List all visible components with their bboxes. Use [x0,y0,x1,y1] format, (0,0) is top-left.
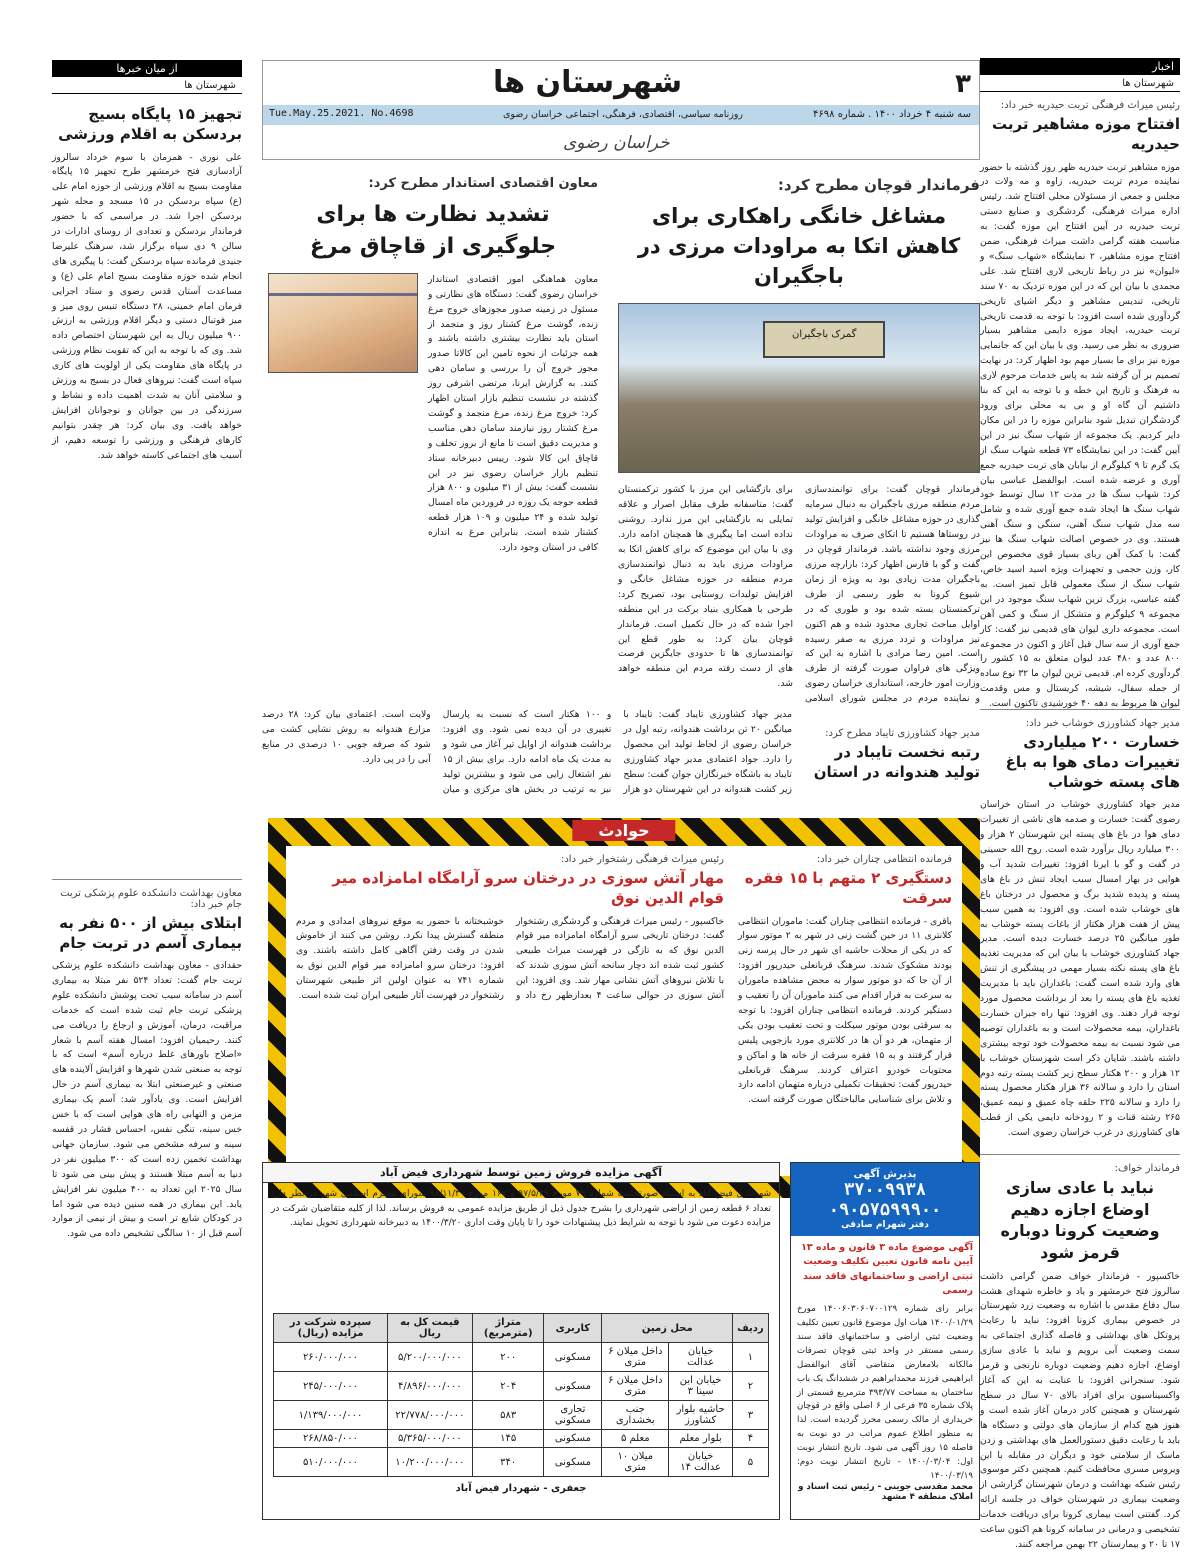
table-cell: ۵/۳۶۵/۰۰۰/۰۰۰ [387,1430,472,1448]
article-body: معاون هماهنگی امور اقتصادی استاندار خراسان رضوی گفت: دستگاه های نظارتی و مسئول در زمینه صدور مجوزهای خروج مرغ زنده، گوشت مرغ کشتار روز و منجمد از استان باید نظارت بیشتری داشته باشند و همه جزئیات از نحوه تامین این کالاتا صدور مجوز خروج آن را بررسی و سامان دهی کنند. به گزارش ایرنا، مرتضی اشرفی روز گذشته در نشست تنظیم بازار استان اظهار کرد: خروج مرغ زنده، مرغ منجمد و گوشت مرغ کشتار روز نیازمند سامان دهی مناسب و مدیریت دقیق است تا مانع از بروز تخلف و قاچاق این کالا شود. رییس دبیرخانه ستاد تنظیم بازار خراسان رضوی نیز در این نشست گفت: بیش از ۳۱ میلیون و ۸۰۰ هزار قطعه جوجه یک روزه در فروردین ماه امسال تولید شده و ۲۴ میلیون و ۱۰۹ هزار قطعه کشتار شده است. بنابراین مرغ به اندازه کافی در استان وجود دارد. [428,273,599,554]
section-tag: اخبار [980,58,1180,75]
article-content [268,273,598,733]
notice-body: برابر رای شماره ۱۴۰۰۶۰۳۰۶۰۷۰۰۱۲۹ مورخ ۱۴۰۰/۰۱/۲۹ هیات اول موضوع قانون تعیین تکلیف وضعیت ثبتی اراضی و ساختمانهای فاقد سند رسمی مستقر در واحد ثبتی قوچان تصرفات مالکانه بلامعارض متقاضی آقای ابوالفضل ابراهیمی فرزند محمدابراهیم در ششدانگ یک باب ساختمان به مساحت ۳۹۳/۷۷ مترمربع قسمتی از پلاک شماره ۳۵ فرعی از ۶ اصلی واقع در قوچان خریداری از مالک رسمی محرز گردیده است. لذا به منظور اطلاع عموم مراتب در دو نوبت به فاصله ۱۵ روز آگهی می شود. تاریخ انتشار نوبت اول: ۱۴۰۰/۰۳/۰۴ - تاریخ انتشار نوبت دوم: ۱۴۰۰/۰۳/۱۹ [797,1304,973,1482]
article-khoshab-pistachio [980,718,1180,1147]
table-cell: خیابان عدالت [669,1343,733,1372]
table-cell: میلان ۱۰ متری [602,1448,669,1477]
article-kicker: فرماندار خواف: [1114,1163,1180,1175]
auction-advertisement [262,1162,780,1520]
table-cell: خیابان عدالت ۱۴ [669,1448,733,1477]
notice-signature: محمد مقدسی جوینی - رئیس ثبت اسناد و املاک منطقه ۴ مشهد [798,1482,973,1502]
article-headline[interactable]: تشدید نظارت ها برای جلوگیری از قاچاق مرغ [309,202,557,259]
page-number: ۳ [955,69,971,99]
date-persian: سه شنبه ۴ خرداد ۱۴۰۰ . شماره ۴۶۹۸ [813,109,971,120]
table-cell: ۲۲/۷۷۸/۰۰۰/۰۰۰ [387,1401,472,1430]
table-cell: ۱۰/۲۰۰/۰۰۰/۰۰۰ [387,1448,472,1477]
divider [980,1154,1180,1155]
table-header: قیمت کل به ریال [387,1314,472,1343]
ad-title: آگهی مزایده فروش زمین توسط شهرداری فیض آباد [263,1163,779,1183]
article-header [804,708,980,804]
article-body: مدیر جهاد کشاورزی تایباد گفت: تایباد با میانگین ۲۰ تن برداشت هندوانه، رتبه اول در خراسان رضوی از لحاظ تولید این محصول را دارد. جواد اعتمادی مدیر جهاد کشاورزی تایباد به باشگاه خبرنگاران جوان گفت: سطح زیر کشت هندوانه در این شهرستان دو هزار و ۱۰۰ هکتار است که نسبت به پارسال تغییری در آن دیده نمی شود. وی افزود: برداشت هندوانه از اوایل تیر آغاز می شود و به مدت یک ماه ادامه دارد. برای بیش از ۱۵ نفر اشتغال زایی می شود و بیشترین تولید نیز به ترتیب در بخش های مرکزی و میان ولایت است. اعتمادی بیان کرد: ۲۸ درصد مزارع هندوانه به روش نشایی کشت می شود که صرفه جویی ۱۰ درصدی در منابع آبی را در پی دارد. [262,709,793,795]
article-torbat-museum [980,100,1181,710]
table-cell: ۲۴۵/۰۰۰/۰۰۰ [274,1372,387,1401]
table-header: متراژ (مترمربع) [473,1314,544,1343]
article-kicker: فرماندار قوچان مطرح کرد: [777,176,980,194]
table-cell: معلم ۵ [602,1430,669,1448]
table-cell: جنب بخشداری [602,1401,669,1430]
article-torbatjam-asthma [52,888,242,1520]
table-header: محل زمین [602,1314,733,1343]
article-bardaskan-sports [52,104,242,871]
newspaper-description: روزنامه سیاسی، اقتصادی، فرهنگی، اجتماعی خراسان رضوی [503,109,744,120]
incidents-badge: حوادث [572,820,675,841]
table-cell: ۱ [733,1343,769,1372]
table-row [274,1401,768,1430]
incidents-box [268,818,980,1198]
table-row [274,1448,768,1477]
article-roshtkhar-fire [296,854,724,1168]
table-cell: داخل میلان ۶ متری [602,1372,669,1401]
article-body: حقدادی - معاون بهداشت دانشکده علوم پزشکی تربت جام گفت: تعداد ۵۲۴ نفر مبتلا به بیماری آسم در سامانه سیب تحت پوشش دانشکده علوم پزشکی تربت جام ثبت شده است که خدمات مراقبت، درمان، آموزش و ارجاع را دریافت می کنند. رحیمیان افزود: امسال هفته آسم با شعار «اصلاح باورهای غلط درباره آسم» است که با توجه به صنعتی شدن شهرها و افزایش آلاینده های صنعتی و غیرصنعتی ابتلا به بیماری آسم در حال افزایش است. وی یادآور شد: آسم یک بیماری مزمن و التهابی راه های هوایی است که با خس خس سینه، تنگی نفس، احساس فشار در قفسه سینه و سرفه مشخص می شود. سازمان جهانی بهداشت تخمین زده است که ۳۰۰ میلیون نفر در دنیا به آسم مبتلا هستند و پیش بینی می شود تا سال ۲۰۲۵ این تعداد به ۴۰۰ میلیون نفر افزایش یابد. این بیماری در همه سنین دیده می شود اما در کودکان شایع تر است و بیش از نیمی از موارد آسم قبل از ۱۰ سالگی تشخیص داده می شود. [52,960,242,1240]
newspaper-logo: خراسان رضوی [563,133,670,153]
table-cell: ۲ [733,1372,769,1401]
article-body: خاکسپور - فرماندار خواف ضمن گرامی داشت سالروز فتح خرمشهر و یاد و خاطره شهدای هشت سال دفاع مقدس با اشاره به وضعیت زرد شهرستان در خصوص بیماری کرونا افزود: نباید با رعایت پروتکل های بهداشتی و فاصله گذاری اجتماعی به سمت وضعیت آبی برویم و نباید با عادی سازی اوضاع، اجازه دهیم وضعیت دوباره نارنجی و قرمز شود. سنجرانی افزود: با عنایت به این که آغاز واکسیناسیون برای افراد بالای ۷۰ سال در سطح شهرستان و همچنین کادر درمان آغاز شده است و هنوز هیچ کدام از سازمان های دولتی و دستگاه ها باید با رعایت دقیق دستورالعمل های بهداشتی و زدن ماسک از سلامتی خود و دیگران در مقابله با این ویروس مسری محافظت کنیم. همچنین دکتر موسوی رئیس شبکه بهداشت و درمان شهرستان گزارشی از وضعیت بیماری در شهرستان خواف در جلسه ارائه کرد. گفتنی است بیماری کرونا برای دریافت خدمات تشخیصی و درمانی در سامانه کرونا هم اکنون ساعت ۱۷ تا ۲۰ و بیمارستان ۲۲ بهمن مراجعه کنند. [980,1270,1180,1550]
ad-signature: جعفری - شهردار فیض آباد [455,1483,587,1494]
article-headline[interactable]: خسارت ۲۰۰ میلیاردی تغییرات دمای هوا به باغ های پسته خوشاب [1005,732,1180,791]
section-subtitle: شهرستان ها [980,75,1180,92]
table-row [274,1372,768,1401]
article-body: موزه مشاهیر تربت حیدریه ظهر روز گذشته با حضور نماینده مردم تربت حیدریه، زاوه و مه ولات در مجلس و جمعی از مسئولان محلی افتتاح شد. رئیس اداره میراث فرهنگی، گردشگری و صنایع دستی تربت حیدریه در آیین افتتاح این موزه گفت: به مناسبت هفته گرامی داشت میراث فرهنگی، ضمن افتتاح موزه مشاهیر، ۲ نمایشگاه «شهاب سنگ» و «لیوان» نیز در رباط تاریخی لاری افتتاح شد. علی محمدی با بیان این که در این موزه تزدیک به ۷۰ سند تاریخی، تندیس مشاهیر و دیگر اشیای تاریخی گردآوری شده است افزود: با توجه به قدمت تاریخی تربت حیدریه، ایجاد موزه دایمی مشاهیر بسیار ضروری به نظر می رسید. وی با بیان این که جانمایی موزه نیز برای ما بسیار مهم بود اظهار کرد: در نهایت تصمیم بر آن گرفته شد به پاس خدمات مرحوم لاری به فرهنگ و تاریخ این خطه و با توجه به این که بنا داشتیم آن گاه او و بی به محلی برای ورود گردشگران تبدیل شود بنابراین موزه را در این مکان دایر کردیم. یک مجموعه از شهاب سنگ نیز در این آیین گفت: در این نمایشگاه ۷۳ قطعه شهاب سنگ از یک گرم تا ۹ کیلوگرم از بیابان های تربت حیدریه جمع آوری و عرضه شده است. ابوالفضل عباسی بیان کرد: شهاب سنگ ها در مدت ۱۲ سال توسط خود شهاب سنگ ها ایجاد شده جمع آوری شده و شامل سه مدل شهاب سنگ آهنی، سنگی و سنگ آهنی هستند. وی در خصوص اصالت شهاب سنگ ها نیز گفت: با کمک آهن ربای بسیار قوی مخصوص این کار، وزن حجمی و تجهیزات ویژه اسید اسید خاص، شهاب سنگ از سنگ معمولی قابل تمیز است. به گفته عباسی، بزرگ ترین شهاب سنگ موجود در این مجموعه ۹ کیلوگرم و متشکل از سنگ و کمی آهن است. مجموعه داری لیوان های قدیمی نیز گفت: کار جمع آوری از سه سال قبل آغاز و اکنون در مجموعه ۸۰۰ عدد و ۴۸۰ عدد لیوان متعلق به ۱۵ کشور را گردآوری کرده ام. قدیمی ترین لیوان ما ۳۲ نوع ساده از جمله سفال، شیشه، کریستال و مس وقدمت لیوان ها مربوط به دهه ۴۰ خورشیدی تاکنون است. [980,161,1181,710]
table-header: ردیف [733,1314,769,1343]
article-headline[interactable]: نباید با عادی سازی اوضاع اجازه دهیم وضعیت کرونا دوباره قرمز شود [1000,1178,1160,1263]
table-cell: ۲۶۰/۰۰۰/۰۰۰ [274,1343,387,1372]
article-quchan [618,176,980,751]
table-cell: ۵۸۳ [473,1401,544,1430]
incidents-content [286,846,962,1176]
masthead [262,60,980,160]
right-column [980,58,1180,1560]
article-kicker: رئیس میراث فرهنگی تربت حیدریه خبر داد: [1000,100,1180,111]
article-khaf-corona [980,1163,1180,1559]
article-chicken-smuggling [268,176,598,733]
article-kicker: رئیس میراث فرهنگی رشتخوار خبر داد: [560,854,724,865]
table-row [274,1343,768,1372]
table-cell: ۲۰۴ [473,1372,544,1401]
article-body: مدیر جهاد کشاورزی خوشاب در استان خراسان رضوی گفت: خسارت و صدمه های ناشی از تغییرات دمای هوا در باغ های پسته این شهرستان ۲ هزار و ۳۰۰ میلیارد ریال برآورد شده است. روح الله حسینی در گفت و گو با ایرنا افزود: تغییرات شدید آب و هوایی در بهار امسال سبب ایجاد تنش در باغ های پسته و پدیده شدید برگ و محصول در درختان باغ های خوشاب شده است. وی افزود: به همین سبب پیش از هفت هزار هکتار از باغات پسته خوشاب به طور میانگین ۲۵ درصد خسارت دیده است. مدیر جهاد کشاورزی خوشاب با بیان این که مدیریت تغذیه باغ های پسته نکته بسیار مهمی در پیشگیری از تنش های وارد شده است گفت: باغداران باید با مدیریت تغذیه باغ های پسته را بعد از برداشت محصول مورد توجه قرار دهند. وی افزود: تنها راه جبران خسارت باغداران، بیمه محصولات است و به باغداران توصیه می شود نسبت به بیمه محصولات خود توجه بیشتری داشته باشند. شایان ذکر است شهرستان خوشاب با ۱۲ هزار و ۲۰۰ هکتار سطح زیر کشت پسته رتبه دوم استان را دارد و سالانه ۳۶ هزار هکتار محصول پسته را دارد و سالانه ۲۲۵ حلقه چاه عمیق و نیمه عمیق، ۲۶۵ رشته قنات و ۲ رودخانه دایمی یکی از قطب های کشاورزی در غرب خراسان رضوی است. [980,799,1180,1139]
legal-notice [790,1162,980,1520]
table-cell: مسکونی [544,1343,602,1372]
table-cell: خیابان ابن سینا ۳ [669,1372,733,1401]
left-column [52,60,242,1519]
article-headline[interactable]: ابتلای بیش از ۵۰۰ نفر به بیماری آسم در تربت جام [59,913,242,952]
article-kicker: مدیر جهاد کشاورزی تایباد مطرح کرد: [825,728,980,739]
article-kicker: مدیر جهاد کشاورزی خوشاب خبر داد: [1025,717,1180,729]
ad-phone-box [791,1163,979,1236]
auction-table [273,1313,768,1477]
article-body: خاکسپور - رئیس میراث فرهنگی و گردشگری رشتخوار گفت: درختان تاریخی سرو آرامگاه امامزاده میر قوام الدین نوق که به تازگی در فهرست میراث طبیعی کشور ثبت شده اند دچار سانحه آتش سوزی شدند که با تلاش نیروهای آتش نشانی مهار شد. وی افزود: این آتش سوزی در حوالی ساعت ۴ بعدازظهر رخ داد و خوشبختانه با حضور به موقع نیروهای امدادی و مردم منطقه گسترش پیدا نکرد. روشن می کنند از خاموش شدن در وقت رفتن آگاهی کامل داشته باشند. وی افزود: درختان سرو امامزاده میر قوام الدین نوق به شماره ۷۴۱ به عنوان اولین اثر طبیعی شهرستان رشتخوار در فهرست آثار طبیعی ایران ثبت شده است. [296,915,724,1002]
table-cell: بلوار معلم [669,1430,733,1448]
table-cell: تجاری مسکونی [544,1401,602,1430]
photo-sign-text: گمرک باجگیران [763,321,885,358]
table-cell: ۴/۸۹۶/۰۰۰/۰۰۰ [387,1372,472,1401]
main-column [262,60,980,795]
table-cell: ۲۶۸/۸۵۰/۰۰۰ [274,1430,387,1448]
phone-footer: دفتر شهرام صادقی [841,1220,929,1230]
date-english: Tue.May.25.2021. No.4698 [269,108,414,119]
article-headline[interactable]: مشاغل خانگی راهکاری برای کاهش اتکا به مراودات مرزی در باجگیران [637,204,961,288]
table-cell: ۳ [733,1401,769,1430]
table-header-row [274,1314,768,1343]
table-cell: ۳۴۰ [473,1448,544,1477]
section-subtitle: شهرستان ها [52,77,242,94]
table-cell: ۱۴۵ [473,1430,544,1448]
article-body: فرماندار قوچان گفت: برای توانمندسازی مردم منطقه مرزی باجگیران به دنبال سرمایه گذاری در حوزه مشاغل خانگی و افزایش تولید در روستاها هستیم تا اتکای صرف به مراودات مرزی وجود نداشته باشد. فرماندار قوچان در گفت و گو با فارس اظهار کرد: بازارچه مرزی باجگیران مدت زیادی بود به ویژه از زمان شیوع کرونا به طور رسمی از طرف ترکمنستان بسته شده بود و طوری که در اوایل مباحث تجاری محدود شده و هم اکنون نیز مراودات و تردد مرزی به صفر رسیده است. امین رضا مرادی با اشاره به این که ویژگی های فراوان صورت گرفته از طرف وزارت امور خارجه، استانداری خراسان رضوی و نماینده مردم در مجلس شورای اسلامی برای بازگشایی این مرز با کشور ترکمنستان گفت: متاسفانه طرف مقابل اصرار و علاقه تمایلی به بازگشایی این مرز ندارد. روشنی نداده است اما پیگیری ها همچنان ادامه دارد. وی با بیان این موضوع که برای کاهش اتکا به مراودات مرزی باید به دنبال توانمندسازی مردم منطقه در حوزه مشاغل خانگی و افزایش تولیدات روستایی بود، تصریح کرد: طرحی با همکاری بنیاد برکت در این منطقه اجرا شده که در حال تکمیل است. فرماندار قوچان بیان کرد: به طور قطع این توانمندسازی ها تا حدودی جایگزین فرصت های از دست رفته مردم این منطقه خواهد شد. [618,484,980,705]
article-photo-border-gate [618,303,980,473]
table-cell: ۱/۱۳۹/۰۰۰/۰۰۰ [274,1401,387,1430]
table-cell: مسکونی [544,1448,602,1477]
table-cell: مسکونی [544,1372,602,1401]
notice-title: آگهی موضوع ماده ۳ قانون و ماده ۱۳ آیین نامه قانون تعیین تکلیف وضعیت ثبتی اراضی و ساختمانهای فاقد سند رسمی [801,1242,973,1296]
article-headline[interactable]: مهار آتش سوزی در درختان سرو آرامگاه امامزاده میر قوام الدین نوق [332,869,724,908]
article-chenaran-theft [738,854,952,1168]
table-cell: ۵/۲۰۰/۰۰۰/۰۰۰ [387,1343,472,1372]
table-cell: حاشیه بلوار کشاورز [669,1401,733,1430]
table-cell: مسکونی [544,1430,602,1448]
article-body: باقری - فرمانده انتظامی چناران گفت: ماموران انتظامی کلانتری ۱۱ در حین گشت زنی در شهر به ۲ موتور سوار که در یکی از محلات حاشیه ای شهر در حال پرسه زنی بودند مشکوک شدند. سرهنگ قربانعلی حیدرپور افزود: از آن جا که دو موتور سوار به محض مشاهده ماموران به سرعت به فرار اقدام می کنند ماموران آن را تعقیب و دستگیر کردند. فرمانده انتظامی چناران افزود: با توجه به سرقتی بودن موتور سیکلت و تحت تعقیب بودن یکی از متهمان، هر دو آن ها در کلانتری مورد بازجویی پلیس قرار گرفتند و به ۱۵ فقره سرقت از خانه ها و اماکن و محتویات خودرو اعتراف کردند. سرهنگ قربانعلی حیدرپور گفت: تحقیقات تکمیلی درباره متهمان ادامه دارد و تلاش برای شناسایی مالباختگان صورت گرفته است. [738,915,953,1106]
phone-label: پذیرش آگهی [853,1169,917,1180]
article-headline[interactable]: تجهیز ۱۵ پایگاه بسیج بردسکن به اقلام ورزشی [58,105,242,144]
article-photo-chicken [268,273,418,373]
article-headline[interactable]: رتبه نخست تایباد در تولید هندوانه در استان [813,743,980,782]
phone-number[interactable]: ۳۷۰۰۹۹۳۸ [844,1180,926,1200]
article-kicker: معاون اقتصادی استاندار مطرح کرد: [368,176,598,191]
table-cell: داخل میلان ۶ متری [602,1343,669,1372]
phone-number-mobile[interactable]: ۰۹۰۵۷۵۹۹۹۰۰ [828,1200,942,1220]
article-headline[interactable]: دستگیری ۲ متهم با ۱۵ فقره سرقت [744,869,952,908]
page-title: شهرستان ها [493,65,683,100]
article-headline[interactable]: افتتاح موزه مشاهیر تربت حیدریه [991,115,1180,154]
table-header: سپرده شرکت در مزایده (ریال) [274,1314,387,1343]
table-cell: ۴ [733,1430,769,1448]
table-header: کاربری [544,1314,602,1343]
table-cell: ۲۰۰ [473,1343,544,1372]
section-tag: از میان خبرها [52,60,242,77]
table-row [274,1430,768,1448]
article-kicker: معاون بهداشت دانشکده علوم پزشکی تربت جام خبر داد: [60,887,242,910]
article-body: علی نوری - همزمان با سوم خرداد سالروز آزادسازی فتح خرمشهر طرح تجهیز ۱۵ پایگاه مقاومت بسیج به اقلام ورزشی از حوزه امام علی (ع) سپاه بردسکن در ۱۵ مسجد و محله شهر بردسکن اجرا شد. در مراسمی که با حضور فرماندار بردسکن و تعدادی از روسای ادارات در سالن ۹ دی سپاه برگزار شد، سرهنگ علیرضا جنیدی فرمانده سپاه بردسکن گفت: با پیگیری های انجام شده حوزه مقاومت بسیج امام علی (ع) و مساعدت آستان قدس رضوی و ستاد اجرایی فرمان امام خمینی، ۲۸ دستگاه تنیس روی میز و میز فوتبال دستی و دیگر اقلام ورزشی به ارزش ۹۰۰ میلیون ریال به این شهرستان اختصاص داده شد. وی که با توجه به این که تقویت نظام ورزشی در پایگاه های مقاومت یکی از اولویت های کاری سپاه است گفت: نیروهای فعال در بسیج به ورزش و سلامتی آنان به شدت اهمیت داده و نشاط و سرزندگی در بین جوانان و نوجوانان افزایش خواهد یافت. وی بیان کرد: هر چقدر بتوانیم کارهای فرهنگی و ورزشی را توسعه دهیم، از آسیب های اجتماعی کاسته خواهد شد. [52,151,242,461]
ad-intro: شهرداری فیض آباد به استناد صورتجلسه شماره ۷۹ مورخ ۹۷/۵/۲۹ و ۱۶۷ مورخ ۹۸/۱۱/۳۰ شورای محترم اسلامی شهر در نظر دارد تعداد ۶ قطعه زمین از اراضی شهرداری را بشرح جدول ذیل از طریق مزایده عمومی به فروش برساند. لذا از کلیه متقاضیان شرکت در مزایده دعوت می شود با توجه به شرایط ذیل پیشنهادات خود را تا پایان وقت اداری ۱۴۰۰/۳/۲۰ به دبیرخانه شهرداری تحویل نمایند. [271,1189,771,1229]
table-cell: ۵ [733,1448,769,1477]
table-cell: ۵۱۰/۰۰۰/۰۰۰ [274,1448,387,1477]
article-taybad-watermelon [262,708,980,804]
article-kicker: فرمانده انتظامی چناران خبر داد: [816,854,952,865]
divider [52,879,242,880]
